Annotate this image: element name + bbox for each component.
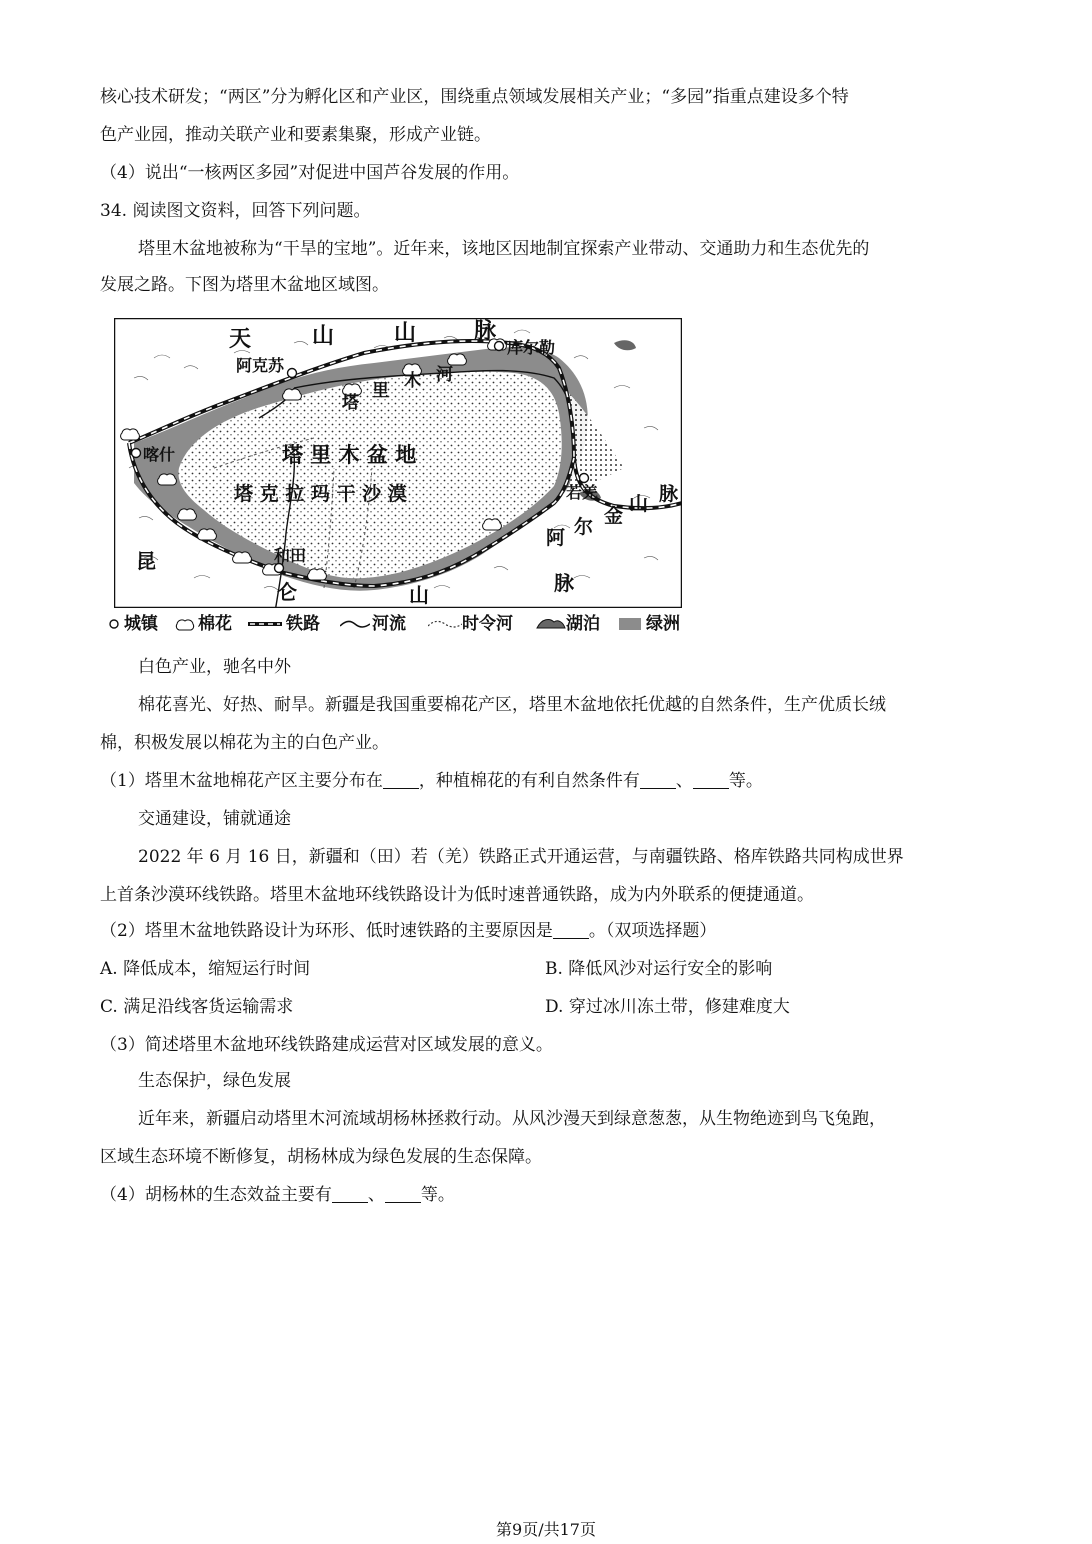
cotton-icon <box>174 616 198 632</box>
oasis-icon <box>618 616 642 632</box>
label-altun: 阿 <box>546 527 566 549</box>
label-tianshan: 山 <box>394 321 417 346</box>
map-legend: 城镇 棉花 铁路 河流 时令河 湖泊 绿洲 <box>108 612 698 636</box>
paragraph: 近年来，新疆启动塔里木河流域胡杨林拯救行动。从风沙漫天到绿意葱葱，从生物绝迹到鸟飞兔跑， <box>138 1109 886 1129</box>
label-tianshan: 脉 <box>474 319 497 344</box>
label-tarim-river: 河 <box>436 365 453 385</box>
label-tarim-river: 木 <box>404 371 421 391</box>
page-number: 第9页/共17页 <box>496 1520 596 1539</box>
intro-text: 发展之路。下图为塔里木盆地区域图。 <box>100 275 389 295</box>
town-icon <box>108 616 120 632</box>
label-mountain: 脉 <box>554 571 574 595</box>
answer-blank[interactable] <box>385 1185 421 1203</box>
tarim-basin-map <box>114 318 682 608</box>
intro-text: 塔里木盆地被称为“干旱的宝地”。近年来，该地区因地制宜探索产业带动、交通助力和生态优先的 <box>138 239 870 259</box>
label-kunlun: 昆 <box>136 549 156 573</box>
label-ruoqiang: 若羌 <box>566 483 599 502</box>
option-a[interactable]: A. 降低成本，缩短运行时间 <box>100 959 311 979</box>
label-kashi: 喀什 <box>143 445 176 464</box>
railway-icon <box>248 616 284 632</box>
label-hotan: 和田 <box>274 546 307 565</box>
section-title: 白色产业，驰名中外 <box>138 657 291 677</box>
section-title: 生态保护，绿色发展 <box>138 1071 291 1091</box>
answer-blank[interactable] <box>332 1185 368 1203</box>
question-2: （2）塔里木盆地铁路设计为环形、低时速铁路的主要原因是 。（双项选择题） <box>100 921 717 941</box>
label-aksu: 阿克苏 <box>236 356 285 375</box>
text-line: 色产业园，推动关联产业和要素集聚，形成产业链。 <box>100 125 491 145</box>
label-kunlun: 仑 <box>277 580 297 604</box>
question-4: （4）胡杨林的生态效益主要有 、 等。 <box>100 1185 455 1205</box>
option-c[interactable]: C. 满足沿线客货运输需求 <box>100 997 294 1017</box>
paragraph: 棉花喜光、好热、耐旱。新疆是我国重要棉花产区，塔里木盆地依托优越的自然条件，生产优质长绒 <box>138 695 886 715</box>
label-altun: 脉 <box>659 483 679 505</box>
river-icon <box>340 616 370 632</box>
paragraph: 2022 年 6 月 16 日，新疆和（田）若（羌）铁路正式开通运营，与南疆铁路、格库铁路共同构成世界 <box>138 847 904 867</box>
label-taklamakan: 塔 克 拉 玛 干 沙 漠 <box>234 483 407 505</box>
answer-blank[interactable] <box>693 771 729 789</box>
question-1: （1）塔里木盆地棉花产区主要分布在 ，种植棉花的有利自然条件有 、 等。 <box>100 771 763 791</box>
label-altun: 金 <box>604 505 624 527</box>
label-tianshan: 天 <box>229 327 252 352</box>
label-altun: 尔 <box>574 516 594 538</box>
label-tarim-river: 塔 <box>342 393 359 413</box>
option-b[interactable]: B. 降低风沙对运行安全的影响 <box>545 959 773 979</box>
paragraph: 棉，积极发展以棉花为主的白色产业。 <box>100 733 389 753</box>
label-korla: 库尔勒 <box>507 338 556 357</box>
answer-blank[interactable] <box>640 771 676 789</box>
seasonal-river-icon <box>428 616 462 632</box>
question-3: （3）简述塔里木盆地环线铁路建成运营对区域发展的意义。 <box>100 1035 553 1055</box>
label-tianshan: 山 <box>312 324 335 349</box>
paragraph: 上首条沙漠环线铁路。塔里木盆地环线铁路设计为低时速普通铁路，成为内外联系的便捷通道。 <box>100 885 814 905</box>
answer-blank[interactable] <box>383 771 419 789</box>
question-34-heading: 34. 阅读图文资料，回答下列问题。 <box>100 201 371 221</box>
label-kunlun: 山 <box>409 583 429 607</box>
answer-blank[interactable] <box>553 921 589 939</box>
option-d[interactable]: D. 穿过冰川冻土带，修建难度大 <box>545 997 790 1017</box>
text-line: 核心技术研发；“两区”分为孵化区和产业区，围绕重点领域发展相关产业；“多园”指重点建设多个特 <box>100 87 849 107</box>
label-tarim-river: 里 <box>372 381 389 401</box>
label-altun: 山 <box>629 493 649 515</box>
section-title: 交通建设，铺就通途 <box>138 809 291 829</box>
question-4-prev: （4）说出“一核两区多园”对促进中国芦谷发展的作用。 <box>100 163 520 183</box>
paragraph: 区域生态环境不断修复，胡杨林成为绿色发展的生态保障。 <box>100 1147 542 1167</box>
lake-icon <box>536 616 566 632</box>
label-tarim-basin: 塔 里 木 盆 地 <box>282 443 417 467</box>
